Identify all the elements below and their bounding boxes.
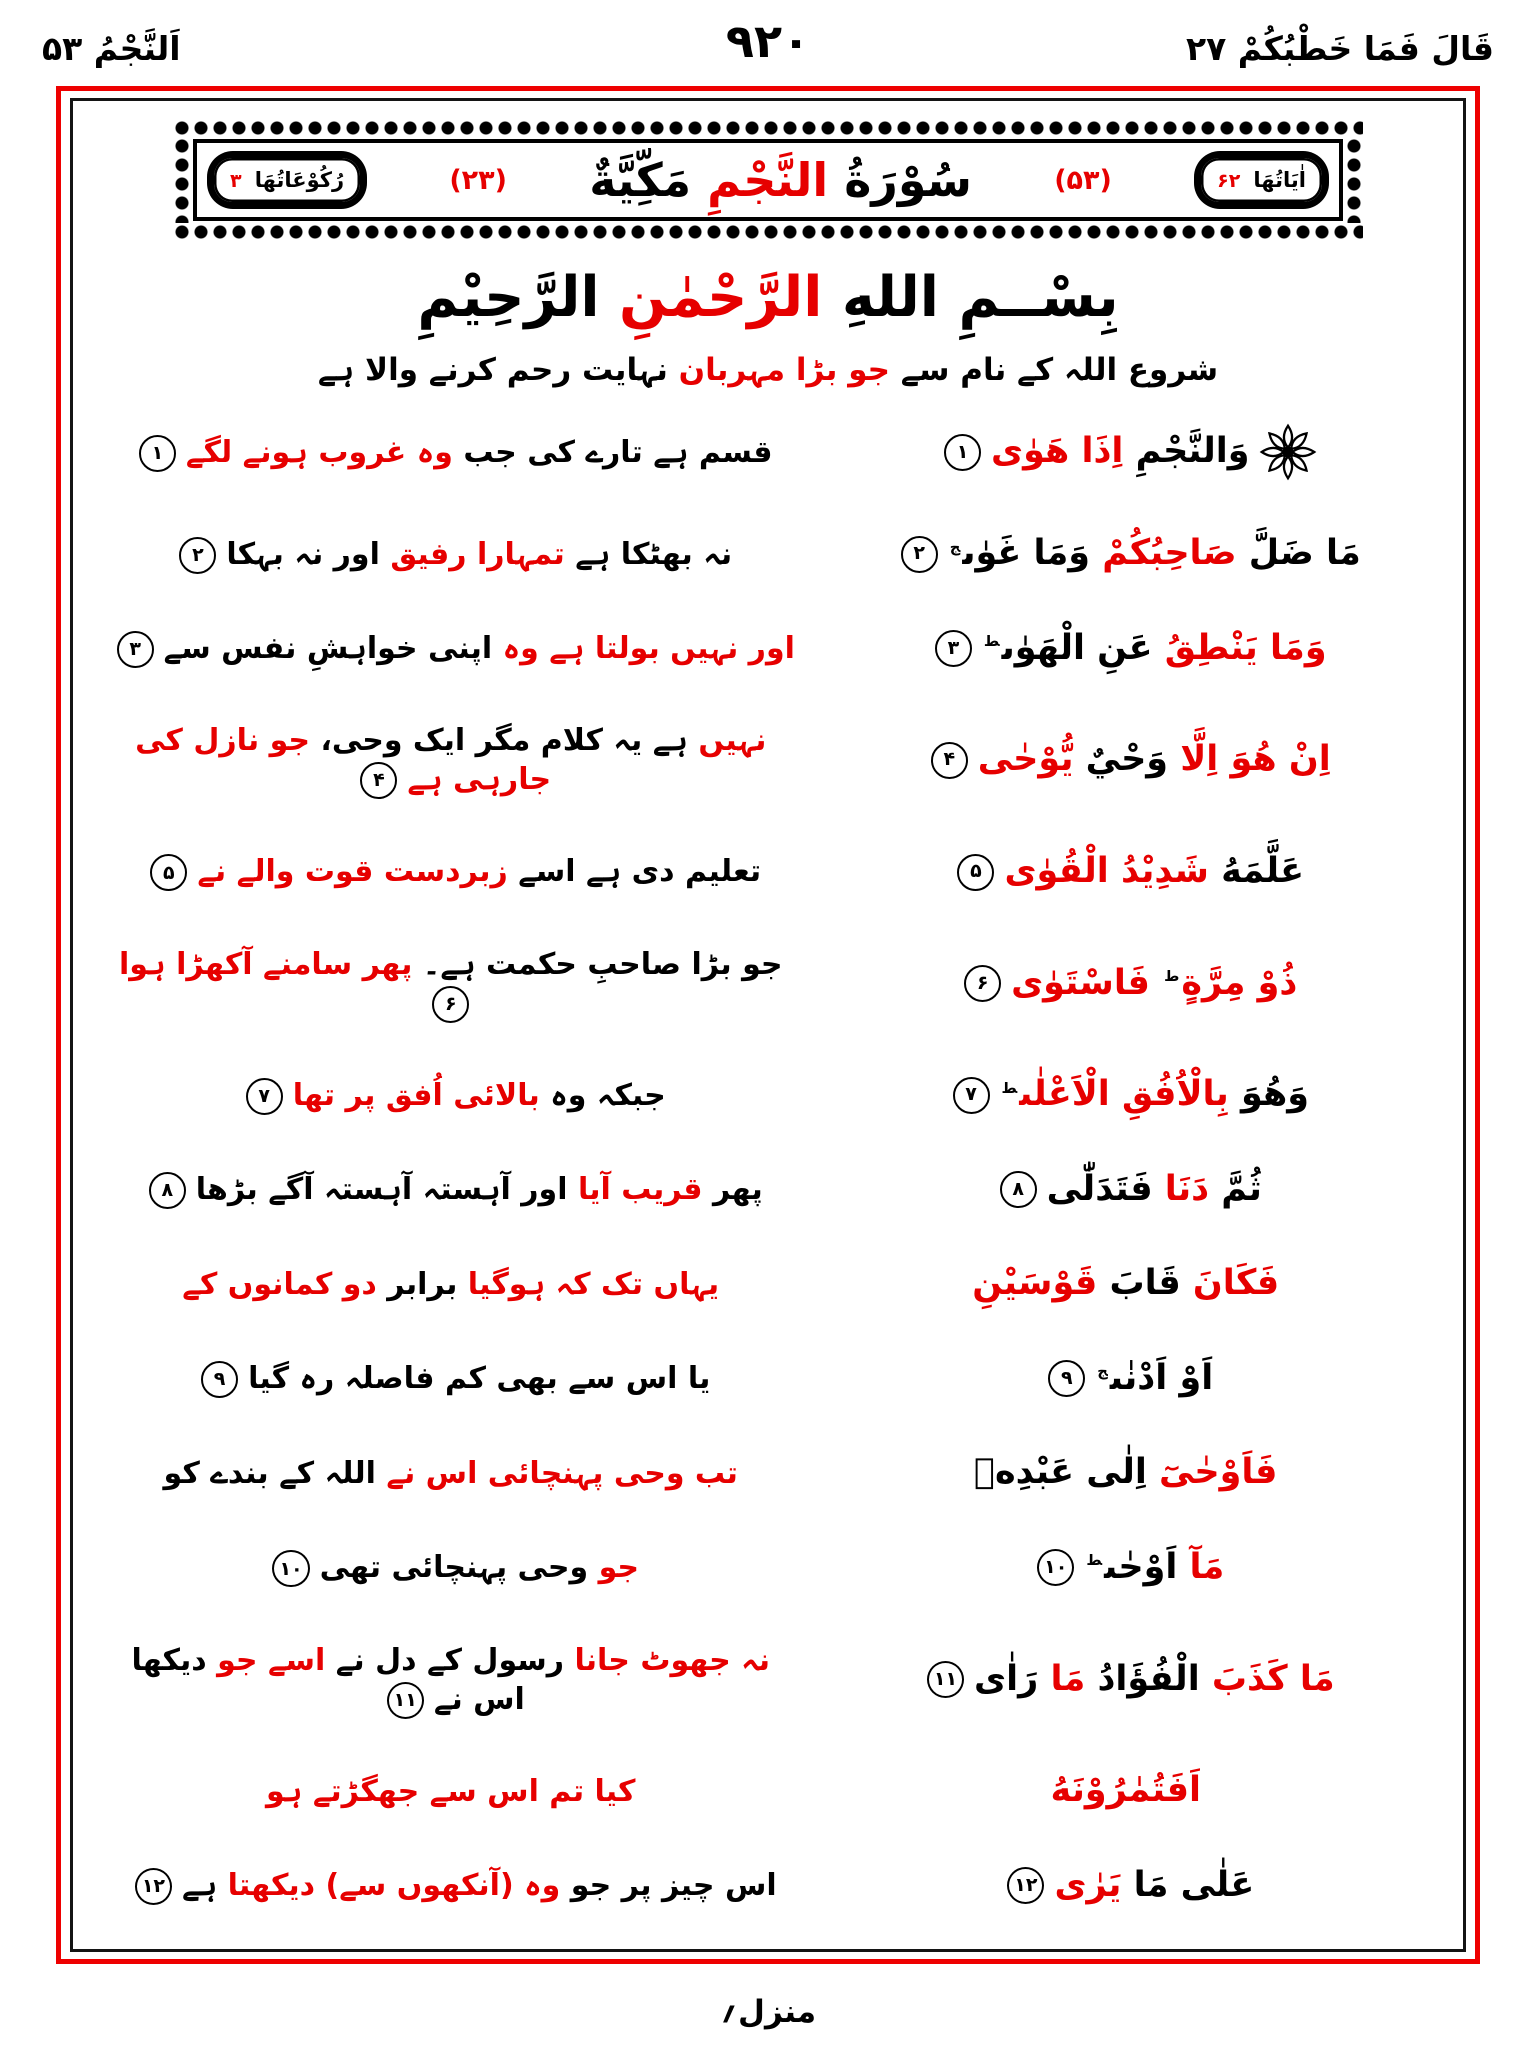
- verse-number-badge: ۱۲: [1007, 1867, 1044, 1904]
- verse-row: [93, 1864, 1443, 1908]
- text-segment: اور آہستہ آہستہ آگے بڑھا: [195, 1172, 568, 1208]
- text-segment: وَحْيٌ: [1073, 739, 1169, 780]
- urdu-translation-text: [93, 1265, 809, 1304]
- urdu-translation-text: [93, 1548, 809, 1587]
- text-segment: الْفُؤَادُ: [1085, 1658, 1200, 1699]
- urdu-translation-text: [93, 1170, 809, 1209]
- urdu-translation-text: [93, 629, 809, 668]
- ayat-count-cartouche: [1194, 151, 1329, 209]
- text-segment: فَكَانَ: [1180, 1263, 1280, 1304]
- text-segment: الرَّحْمٰنِ: [599, 265, 823, 330]
- arabic-verse-text: [809, 627, 1444, 671]
- verse-row: [93, 1262, 1443, 1306]
- verse-number-badge: ۱: [139, 435, 176, 472]
- waqf-stop-mark: ج: [1097, 1363, 1108, 1381]
- juz-title: قَالَ فَمَا خَطْبُكُمْ ۲۷: [1186, 29, 1494, 68]
- verse-number-badge: ۷: [953, 1077, 990, 1114]
- arabic-verse-text: [809, 423, 1444, 481]
- text-segment: اور نہیں بولتا ہے وہ: [492, 631, 795, 667]
- rukuat-count-value: ۳: [230, 170, 242, 192]
- arabic-verse-text: [809, 962, 1444, 1006]
- verse-number-badge: ۵: [957, 854, 994, 891]
- verse-row: [93, 1451, 1443, 1495]
- arabic-verse-text: [809, 1864, 1444, 1908]
- urdu-translation-text: [93, 1359, 809, 1398]
- urdu-translation-text: [93, 535, 809, 574]
- urdu-translation-text: [93, 1076, 809, 1115]
- arabic-verse-text: [809, 1357, 1444, 1401]
- text-segment: جو بڑا مہربان: [667, 352, 890, 388]
- verse-number-badge: ۱۰: [1037, 1549, 1074, 1586]
- verse-row: [93, 1641, 1443, 1719]
- verse-number-badge: ۴: [360, 762, 397, 799]
- verse-number-badge: ۱۱: [927, 1661, 964, 1698]
- page-header: [42, 14, 1494, 68]
- text-segment: اسے جو: [206, 1642, 326, 1678]
- text-segment: عَنِ الْهَوٰى: [1001, 627, 1153, 668]
- text-segment: اِذَا هَوٰى: [991, 431, 1124, 472]
- text-segment: فَتَدَلّٰى: [1046, 1168, 1153, 1209]
- surah-index-number: (۵۳): [1054, 164, 1112, 196]
- page-content-area: [70, 98, 1466, 1952]
- verse-row: [93, 945, 1443, 1023]
- text-segment: بالائی اُفق پر تھا: [292, 1077, 540, 1113]
- text-segment: وَمَا غَوٰى: [962, 533, 1091, 574]
- text-segment: بِسْــمِ اللهِ: [822, 265, 1119, 330]
- rub-el-hizb-rosette-icon: [1259, 423, 1317, 481]
- banner-bead-border-right: [1345, 137, 1363, 223]
- text-segment: اِلٰى عَبْدِهٖ: [974, 1452, 1147, 1493]
- text-segment: مَکِّیَّةٌ: [589, 153, 692, 207]
- verse-number-badge: ۱: [944, 434, 981, 471]
- text-segment: مَآ: [1177, 1546, 1225, 1587]
- verses-area: [93, 398, 1443, 1933]
- arabic-verse-text: [809, 1658, 1444, 1702]
- bismillah-arabic: [93, 265, 1443, 330]
- verse-number-badge: ۱۱: [387, 1682, 424, 1719]
- text-segment: اس چیز پر جو: [560, 1868, 777, 1904]
- verse-number-badge: ۲: [179, 537, 216, 574]
- text-segment: شَدِيْدُ الْقُوٰى: [1004, 851, 1209, 892]
- text-segment: مَا: [1038, 1658, 1086, 1699]
- page-border-frame: [56, 86, 1480, 1964]
- text-segment: فَاسْتَوٰى: [1011, 962, 1163, 1003]
- banner-bead-border-left: [173, 137, 191, 223]
- verse-number-badge: ۴: [931, 742, 968, 779]
- verse-row: [93, 1546, 1443, 1590]
- verse-row: [93, 1168, 1443, 1212]
- text-segment: وہ (آنکھوں سے) دیکھتا: [217, 1868, 561, 1904]
- revelation-order-number: (۲۳): [449, 164, 507, 196]
- text-segment: يُّوْحٰى: [977, 739, 1074, 780]
- text-segment: اَوْ اَدْنٰى: [1109, 1357, 1214, 1398]
- text-segment: جو بڑا صاحبِ حکمت ہے۔: [412, 946, 783, 982]
- urdu-translation-text: [93, 433, 809, 472]
- waqf-stop-mark: ط: [1164, 968, 1180, 986]
- verse-number-badge: ۶: [432, 986, 469, 1023]
- waqf-stop-mark: ط: [1001, 1079, 1018, 1097]
- text-segment: قریب آیا: [567, 1172, 703, 1208]
- arabic-verse-text: [809, 850, 1444, 894]
- banner-bead-border-top: [173, 119, 1363, 137]
- text-segment: وحی پہنچائی تھی: [319, 1550, 589, 1586]
- text-segment: يَرٰى: [1054, 1864, 1122, 1905]
- text-segment: جو نازل کی جارہی ہے: [135, 723, 552, 798]
- text-segment: اور نہ بہکا: [226, 536, 380, 572]
- verse-row: [93, 850, 1443, 894]
- text-segment: عَلَّمَهُ: [1208, 851, 1305, 892]
- arabic-verse-text: [809, 1168, 1444, 1212]
- text-segment: دیکھا اس نے: [131, 1642, 525, 1717]
- arabic-verse-text: [809, 532, 1444, 576]
- text-segment: نہیں: [687, 723, 767, 759]
- banner-body: [173, 137, 1363, 223]
- verse-number-badge: ۹: [201, 1361, 238, 1398]
- verse-row: [93, 627, 1443, 671]
- text-segment: ہے یہ کلام مگر ایک وحی،: [310, 723, 688, 759]
- text-segment: پھر: [702, 1172, 763, 1208]
- manzil-footer-label: منزل؍: [719, 1994, 817, 2030]
- text-segment: نہ بھٹکا ہے: [564, 536, 733, 572]
- text-segment: دو کمانوں کے: [182, 1266, 377, 1302]
- text-segment: جو: [588, 1550, 640, 1586]
- text-segment: پھر سامنے آکھڑا ہوا: [118, 946, 413, 982]
- text-segment: وہ غروب ہونے لگے: [185, 434, 453, 470]
- verse-row: [93, 1769, 1443, 1813]
- rukuat-count-cartouche: [207, 151, 367, 209]
- verse-number-badge: ۳: [935, 630, 972, 667]
- text-segment: برابر: [376, 1266, 458, 1302]
- text-segment: عَلٰى مَا: [1121, 1864, 1255, 1905]
- verse-number-badge: ۵: [150, 854, 187, 891]
- text-segment: اَفَتُمٰرُوْنَهُ: [1050, 1770, 1202, 1811]
- text-segment: اَوْحٰى: [1104, 1546, 1178, 1587]
- text-segment: بِالْاُفُقِ الْاَعْلٰى: [1019, 1074, 1229, 1115]
- urdu-translation-text: [93, 721, 809, 799]
- arabic-verse-text: [809, 1451, 1444, 1495]
- text-segment: وَالنَّجْمِ: [1123, 431, 1250, 472]
- verse-number-badge: ۳: [117, 631, 154, 668]
- surah-title-banner: [173, 119, 1363, 241]
- verse-number-badge: ۶: [964, 965, 1001, 1002]
- text-segment: النَّجْمِ: [691, 153, 829, 207]
- verse-row: [93, 1073, 1443, 1117]
- verse-row: [93, 532, 1443, 576]
- text-segment: یہاں تک کہ ہوگیا: [457, 1266, 720, 1302]
- urdu-translation-text: [93, 945, 809, 1023]
- arabic-verse-text: [809, 1262, 1444, 1306]
- waqf-stop-mark: ط: [1086, 1552, 1103, 1570]
- text-segment: تب وحی پہنچائی اس نے: [375, 1455, 738, 1491]
- verse-row: [93, 423, 1443, 481]
- rukuat-count-inner: [214, 158, 360, 202]
- urdu-translation-text: [93, 1454, 809, 1493]
- text-segment: ثُمَّ: [1209, 1168, 1262, 1209]
- text-segment: رَاٰى: [974, 1658, 1039, 1699]
- arabic-verse-text: [809, 1769, 1444, 1813]
- urdu-translation-text: [93, 1641, 809, 1719]
- bismillah-urdu-translation: [93, 352, 1443, 388]
- verse-number-badge: ۹: [1048, 1360, 1085, 1397]
- urdu-translation-text: [93, 1866, 809, 1905]
- ayat-count-inner: [1201, 158, 1322, 202]
- text-segment: مَا كَذَبَ: [1199, 1658, 1335, 1699]
- verse-number-badge: ۱۲: [135, 1868, 172, 1905]
- text-segment: قسم ہے تارے کی جب: [452, 434, 773, 470]
- ayat-count-value: ۶۲: [1217, 170, 1241, 192]
- text-segment: مَا ضَلَّ: [1236, 533, 1361, 574]
- text-segment: قَابَ: [1097, 1263, 1181, 1304]
- text-segment: صَاحِبُكُمْ: [1090, 533, 1237, 574]
- verse-number-badge: ۲: [901, 536, 938, 573]
- text-segment: نہ جھوٹ جانا: [564, 1642, 771, 1678]
- text-segment: فَاَوْحٰىٓ: [1146, 1452, 1278, 1493]
- surah-title: [589, 153, 972, 207]
- waqf-stop-mark: ط: [983, 633, 1000, 651]
- arabic-verse-text: [809, 1073, 1444, 1117]
- verse-number-badge: ۱۰: [272, 1550, 309, 1587]
- verse-number-badge: ۸: [1000, 1171, 1037, 1208]
- page-number: ٩٢٠: [725, 14, 811, 68]
- text-segment: شروع اللہ کے نام سے: [889, 352, 1219, 388]
- text-segment: جبکہ وہ: [539, 1077, 666, 1113]
- text-segment: قَوْسَيْنِ: [972, 1263, 1098, 1304]
- urdu-translation-text: [93, 852, 809, 891]
- text-segment: وَمَا يَنْطِقُ: [1152, 627, 1327, 668]
- text-segment: زبردست قوت والے نے: [197, 854, 508, 890]
- waqf-stop-mark: ج: [949, 538, 961, 556]
- verse-number-badge: ۷: [246, 1078, 283, 1115]
- text-segment: سُوْرَةُ: [828, 153, 972, 207]
- text-segment: یا اس سے بھی کم فاصلہ رہ گیا: [248, 1361, 711, 1397]
- urdu-translation-text: [93, 1772, 809, 1811]
- banner-bead-border-bottom: [173, 223, 1363, 241]
- text-segment: اللہ کے بندے کو: [163, 1455, 376, 1491]
- text-segment: کیا تم اس سے جھگڑتے ہو: [266, 1773, 636, 1809]
- text-segment: رسول کے دل نے: [325, 1642, 565, 1678]
- ayat-count-label: اٰیَاتُهَا: [1253, 168, 1306, 192]
- verse-number-badge: ۸: [149, 1172, 186, 1209]
- arabic-verse-text: [809, 738, 1444, 782]
- banner-core: [193, 139, 1343, 221]
- text-segment: دَنَا: [1152, 1168, 1210, 1209]
- text-segment: نہایت رحم کرنے والا ہے: [317, 352, 668, 388]
- text-segment: ہے: [182, 1868, 218, 1904]
- text-segment: تمہارا رفیق: [379, 536, 565, 572]
- verse-row: [93, 721, 1443, 799]
- rukuat-count-label: رُکُوْعَاتُهَا: [254, 168, 345, 192]
- text-segment: اِنْ هُوَ اِلَّا: [1168, 739, 1331, 780]
- text-segment: اپنی خواہشِ نفس سے: [163, 631, 493, 667]
- surah-name-reference: اَلنَّجْمُ ۵۳: [42, 29, 181, 68]
- verse-row: [93, 1357, 1443, 1401]
- text-segment: وَهُوَ: [1228, 1074, 1309, 1115]
- text-segment: ذُوْ مِرَّةٍ: [1181, 962, 1298, 1003]
- text-segment: تعلیم دی ہے اسے: [507, 854, 762, 890]
- text-segment: الرَّحِيْمِ: [417, 265, 600, 330]
- arabic-verse-text: [809, 1546, 1444, 1590]
